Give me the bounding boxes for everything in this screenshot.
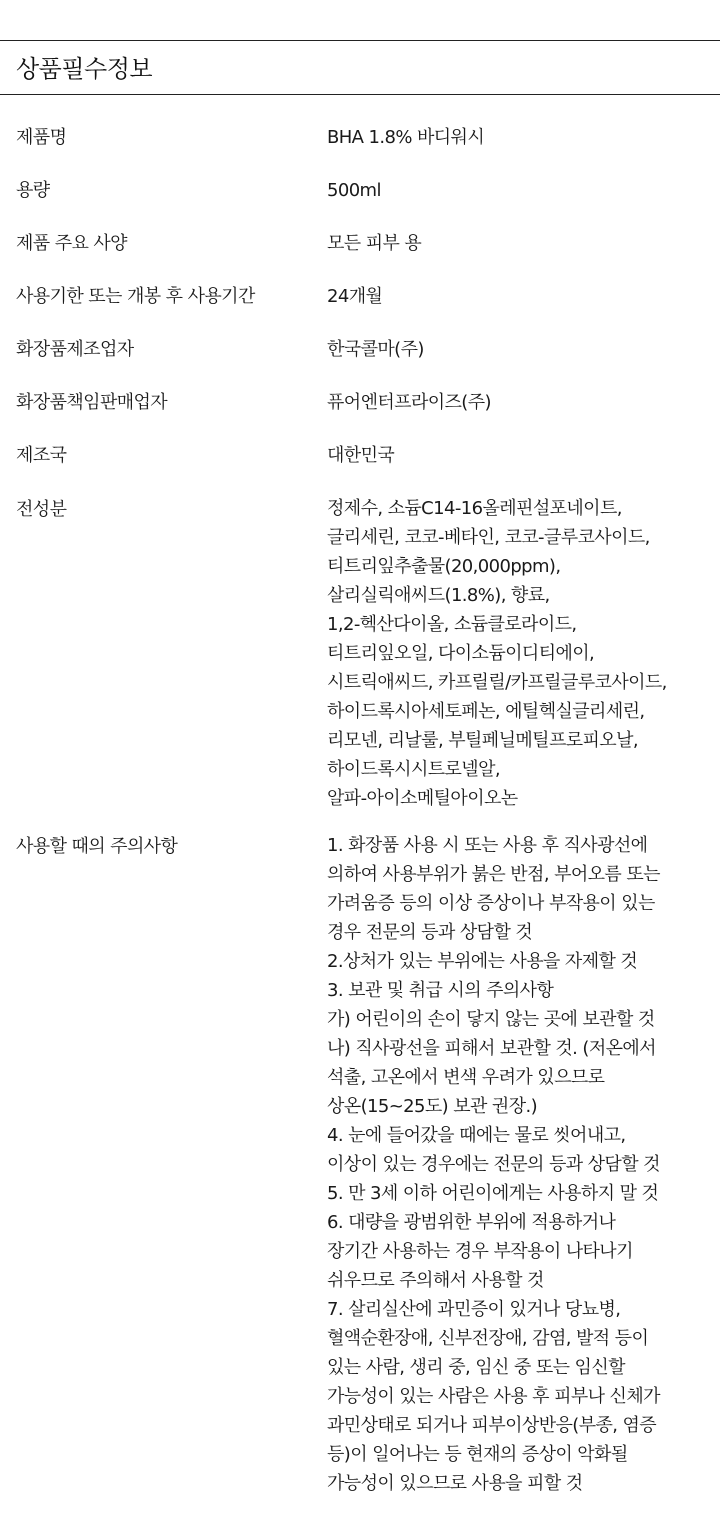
info-value: 한국콜마(주) <box>327 339 424 360</box>
info-label: 사용기한 또는 개봉 후 사용기간 <box>16 286 255 307</box>
info-label: 화장품제조업자 <box>16 339 134 360</box>
precautions-line: 가능성이 있는 사람은 사용 후 피부나 신체가 <box>327 1386 660 1407</box>
precautions-line: 가능성이 있으므로 사용을 피할 것 <box>327 1473 583 1494</box>
precautions-line: 가) 어린이의 손이 닿지 않는 곳에 보관할 것 <box>327 1009 655 1030</box>
info-label: 제품 주요 사양 <box>16 233 127 254</box>
ingredients-line: 알파-아이소메틸아이오논 <box>327 788 518 809</box>
info-label: 제품명 <box>16 127 67 148</box>
precautions-line: 경우 전문의 등과 상담할 것 <box>327 922 533 943</box>
ingredients-line: 살리실릭애씨드(1.8%), 향료, <box>327 585 550 606</box>
info-label: 제조국 <box>16 445 67 466</box>
ingredients-line: 글리세린, 코코-베타인, 코코-글루코사이드, <box>327 527 650 548</box>
ingredients-line: 티트리잎추출물(20,000ppm), <box>327 556 561 577</box>
ingredients-line: 하이드록시시트로넬알, <box>327 759 501 780</box>
precautions-line: 5. 만 3세 이하 어린이에게는 사용하지 말 것 <box>327 1183 659 1204</box>
ingredients-line: 티트리잎오일, 다이소듐이디티에이, <box>327 643 595 664</box>
info-label: 사용할 때의 주의사항 <box>16 836 178 857</box>
info-value: 24개월 <box>327 286 383 307</box>
precautions-line: 석출, 고온에서 변색 우려가 있으므로 <box>327 1067 605 1088</box>
precautions-line: 1. 화장품 사용 시 또는 사용 후 직사광선에 <box>327 835 648 856</box>
ingredients-line: 시트릭애씨드, 카프릴릴/카프릴글루코사이드, <box>327 672 667 693</box>
title-divider <box>0 94 720 95</box>
info-label: 용량 <box>16 180 50 201</box>
precautions-line: 가려움증 등의 이상 증상이나 부작용이 있는 <box>327 893 655 914</box>
precautions-line: 상온(15~25도) 보관 권장.) <box>327 1096 538 1117</box>
precautions-line: 3. 보관 및 취급 시의 주의사항 <box>327 980 554 1001</box>
precautions-line: 이상이 있는 경우에는 전문의 등과 상담할 것 <box>327 1154 660 1175</box>
precautions-line: 2.상처가 있는 부위에는 사용을 자제할 것 <box>327 951 638 972</box>
precautions-value <box>327 831 717 1498</box>
section-title: 상품필수정보 <box>16 55 153 83</box>
ingredients-value <box>327 494 717 813</box>
info-value: BHA 1.8% 바디워시 <box>327 127 485 148</box>
info-label: 전성분 <box>16 499 67 520</box>
precautions-line: 혈액순환장애, 신부전장애, 감염, 발적 등이 <box>327 1328 649 1349</box>
top-divider <box>0 40 720 41</box>
precautions-line: 4. 눈에 들어갔을 때에는 물로 씻어내고, <box>327 1125 626 1146</box>
precautions-line: 있는 사람, 생리 중, 임신 중 또는 임신할 <box>327 1357 625 1378</box>
precautions-line: 나) 직사광선을 피해서 보관할 것. (저온에서 <box>327 1038 656 1059</box>
info-label: 화장품책임판매업자 <box>16 392 168 413</box>
ingredients-line: 리모넨, 리날룰, 부틸페닐메틸프로피오날, <box>327 730 639 751</box>
info-value: 대한민국 <box>327 445 395 466</box>
precautions-line: 과민상태로 되거나 피부이상반응(부종, 염증 <box>327 1415 657 1436</box>
ingredients-line: 하이드록시아세토페논, 에틸헥실글리세린, <box>327 701 645 722</box>
ingredients-line: 1,2-헥산다이올, 소듐클로라이드, <box>327 614 577 635</box>
precautions-line: 장기간 사용하는 경우 부작용이 나타나기 <box>327 1241 633 1262</box>
precautions-line: 등)이 일어나는 등 현재의 증상이 악화될 <box>327 1444 628 1465</box>
precautions-line: 6. 대량을 광범위한 부위에 적용하거나 <box>327 1212 616 1233</box>
info-value: 퓨어엔터프라이즈(주) <box>327 392 491 413</box>
ingredients-line: 정제수, 소듐C14-16올레핀설포네이트, <box>327 498 622 519</box>
precautions-line: 의하여 사용부위가 붉은 반점, 부어오름 또는 <box>327 864 660 885</box>
info-value: 500ml <box>327 180 381 201</box>
info-value: 모든 피부 용 <box>327 233 422 254</box>
precautions-line: 7. 살리실산에 과민증이 있거나 당뇨병, <box>327 1299 621 1320</box>
precautions-line: 쉬우므로 주의해서 사용할 것 <box>327 1270 544 1291</box>
